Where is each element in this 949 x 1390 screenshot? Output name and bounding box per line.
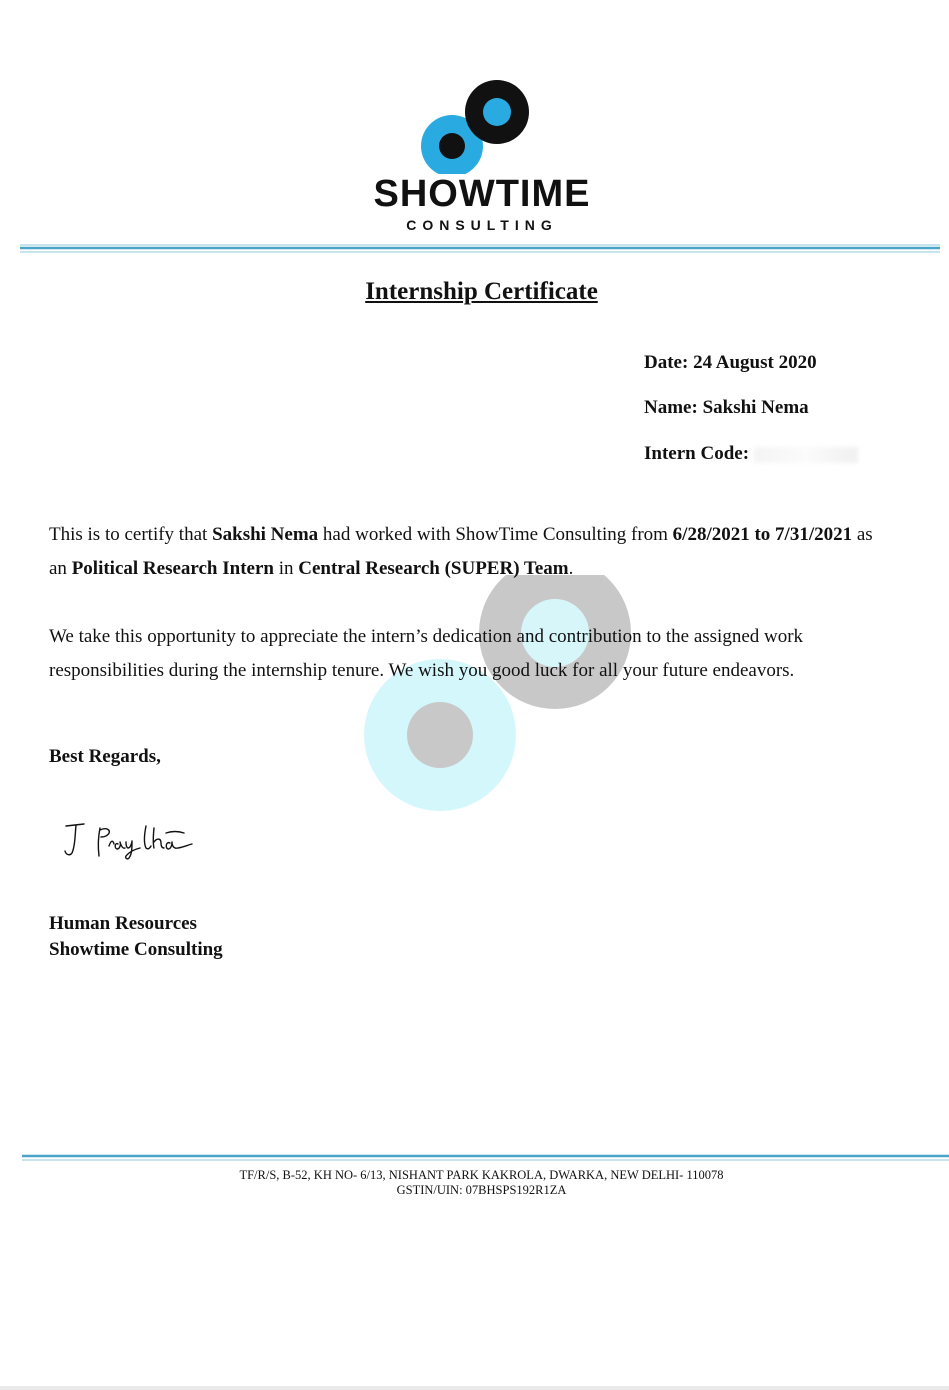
footer-address: TF/R/S, B-52, KH NO- 6/13, NISHANT PARK KAKROLA, DWARKA, NEW DELHI- 110078 bbox=[239, 1168, 724, 1182]
certification-paragraph bbox=[49, 518, 919, 586]
p1-text-b: had worked with ShowTime Consulting from bbox=[322, 524, 668, 545]
header-divider bbox=[20, 243, 940, 255]
logo-subtitle: CONSULTING bbox=[406, 217, 558, 233]
p1-text-a: This is to certify that bbox=[49, 524, 208, 545]
page-bottom-edge bbox=[0, 1386, 949, 1390]
intern-code-line bbox=[644, 443, 858, 465]
date-line bbox=[644, 352, 817, 374]
logo-circles-icon bbox=[417, 78, 537, 174]
intern-code-label: Intern Code: bbox=[644, 443, 750, 464]
footer-divider bbox=[22, 1154, 949, 1162]
p2-line-1: We take this opportunity to appreciate the intern’s dedication and contribution to the assigned work bbox=[49, 626, 804, 647]
intern-role: Political Research Intern bbox=[71, 558, 274, 579]
p2-line-2: responsibilities during the internship tenure. We wish you good luck for all your future endeavors. bbox=[49, 660, 795, 681]
signature-image bbox=[60, 818, 200, 862]
logo-wordmark: SHOWTIME bbox=[373, 173, 591, 215]
certificate-title: Internship Certificate bbox=[365, 278, 598, 305]
name-label: Name: bbox=[644, 397, 698, 418]
best-regards: Best Regards, bbox=[49, 746, 161, 767]
p1-text-c: as bbox=[856, 524, 873, 545]
footer-gstin: GSTIN/UIN: 07BHSPS192R1ZA bbox=[396, 1183, 567, 1197]
internship-dates: 6/28/2021 to 7/31/2021 bbox=[672, 524, 853, 545]
intern-name: Sakshi Nema bbox=[212, 524, 319, 545]
name-value: Sakshi Nema bbox=[702, 397, 809, 418]
signatory-department: Human Resources bbox=[49, 913, 197, 934]
watermark-logo bbox=[360, 575, 640, 815]
date-label: Date: bbox=[644, 352, 689, 373]
p1-text-f: . bbox=[568, 558, 574, 579]
signatory-block bbox=[49, 911, 223, 963]
date-value: 24 August 2020 bbox=[693, 352, 817, 373]
intern-team: Central Research (SUPER) Team bbox=[298, 558, 569, 579]
company-logo bbox=[372, 78, 592, 238]
redacted-intern-code bbox=[754, 447, 858, 463]
p1-text-e: in bbox=[278, 558, 294, 579]
p1-text-d: an bbox=[49, 558, 67, 579]
signatory-company: Showtime Consulting bbox=[49, 939, 223, 960]
footer-address-block bbox=[0, 1168, 949, 1198]
name-line bbox=[644, 397, 809, 419]
appreciation-paragraph bbox=[49, 620, 919, 688]
